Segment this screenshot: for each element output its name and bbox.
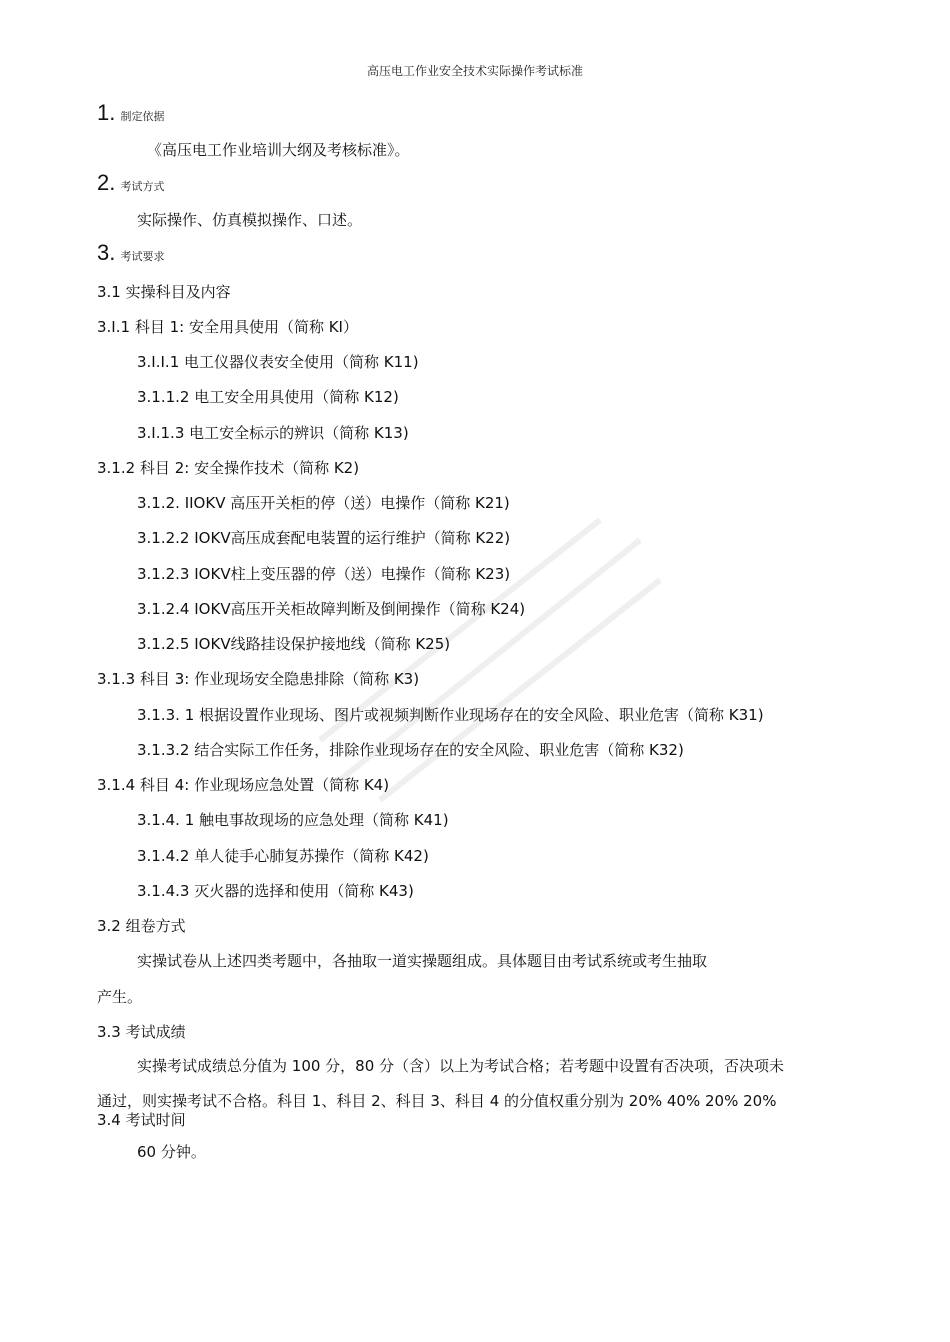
paper-composition-text: 实操试卷从上述四类考题中，各抽取一道实操题组成。具体题目由考试系统或考生抽取 — [137, 952, 708, 970]
section-heading-2 — [97, 170, 164, 196]
subsection-3-3: 3.3 考试成绩 — [97, 1023, 186, 1041]
watermark-stamp — [300, 500, 680, 820]
score-text: 实操考试成绩总分值为 100 分，80 分（含）以上为考试合格；若考题中设置有否决项，否决项未 — [137, 1057, 785, 1075]
item-3-1-1-2: 3.1.1.2 电工安全用具使用（简称 K12) — [137, 388, 399, 406]
subject-4: 3.1.4 科目 4: 作业现场应急处置（简称 K4) — [97, 776, 390, 794]
section-number: 3. — [97, 240, 116, 265]
item-3-1-4-2: 3.1.4.2 单人徒手心肺复苏操作（简称 K42) — [137, 847, 429, 865]
section-title: 制定依据 — [120, 110, 165, 123]
basis-text: 《高压电工作业培训大纲及考核标准》。 — [147, 141, 410, 159]
item-3-1-2-3: 3.1.2.3 IOKV柱上变压器的停（送）电操作（简称 K23) — [137, 565, 511, 583]
item-3-1-3-1: 3.1.3. 1 根据设置作业现场、图片或视频判断作业现场存在的安全风险、职业危害（简称 K31) — [137, 706, 764, 724]
score-text-cont: 通过，则实操考试不合格。科目 1、科目 2、科目 3、科目 4 的分值权重分别为 20% 40% 20% 20% — [97, 1092, 777, 1110]
subsection-3-2: 3.2 组卷方式 — [97, 917, 186, 935]
paper-composition-text-cont: 产生。 — [97, 988, 143, 1006]
section-number: 2. — [97, 170, 116, 195]
item-3-1-2-4: 3.1.2.4 IOKV高压开关柜故障判断及倒闸操作（简称 K24) — [137, 600, 526, 618]
subsection-3-1: 3.1 实操科目及内容 — [97, 283, 231, 301]
subject-1: 3.I.1 科目 1: 安全用具使用（简称 KI） — [97, 318, 358, 336]
item-3-1-1-3: 3.I.1.3 电工安全标示的辨识（简称 K13) — [137, 424, 409, 442]
item-3-1-3-2: 3.1.3.2 结合实际工作任务，排除作业现场存在的安全风险、职业危害（简称 K32) — [137, 741, 684, 759]
subject-2: 3.1.2 科目 2: 安全操作技术（简称 K2) — [97, 459, 360, 477]
section-title: 考试方式 — [120, 180, 165, 193]
subject-3: 3.1.3 科目 3: 作业现场安全隐患排除（简称 K3) — [97, 670, 420, 688]
section-title: 考试要求 — [120, 250, 165, 263]
item-3-1-2-5: 3.1.2.5 IOKV线路挂设保护接地线（简称 K25) — [137, 635, 451, 653]
page-title: 高压电工作业安全技术实际操作考试标准 — [366, 64, 583, 78]
method-text: 实际操作、仿真模拟操作、口述。 — [137, 211, 363, 229]
item-3-1-4-3: 3.1.4.3 灭火器的选择和使用（简称 K43) — [137, 882, 414, 900]
exam-duration-text: 60 分钟。 — [137, 1143, 206, 1161]
item-3-1-1-1: 3.I.I.1 电工仪器仪表安全使用（简称 K11) — [137, 353, 419, 371]
section-heading-1 — [97, 100, 164, 126]
section-heading-3 — [97, 240, 164, 266]
section-number: 1. — [97, 100, 116, 125]
subsection-3-4: 3.4 考试时间 — [97, 1111, 186, 1129]
item-3-1-2-1: 3.1.2. IIOKV 高压开关柜的停（送）电操作（简称 K21) — [137, 494, 510, 512]
item-3-1-4-1: 3.1.4. 1 触电事故现场的应急处理（简称 K41) — [137, 811, 449, 829]
item-3-1-2-2: 3.1.2.2 IOKV高压成套配电装置的运行维护（简称 K22) — [137, 529, 511, 547]
